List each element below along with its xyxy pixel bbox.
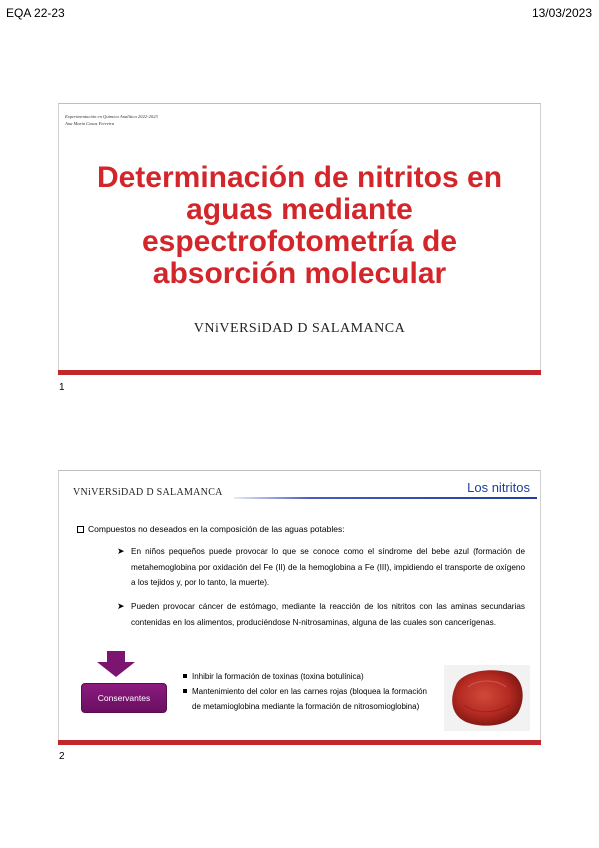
- university-logo-text: VNiVERSiDAD D SALAMANCA: [73, 487, 223, 498]
- red-meat-image: [444, 665, 530, 731]
- title-rule: [234, 497, 537, 499]
- checkbox-square-icon: [77, 526, 84, 533]
- slide-1: [58, 103, 541, 375]
- list-item: Inhibir la formación de toxinas (toxina botulínica): [183, 669, 427, 684]
- slide-bottom-bar: [58, 370, 541, 375]
- square-bullet-icon: [183, 674, 187, 678]
- university-logo-text: VNiVERSiDAD D SALAMANCA: [193, 321, 406, 336]
- square-bullet-icon: [183, 689, 187, 693]
- bullet-item: ➤ Pueden provocar cáncer de estómago, mediante la reacción de los nitritos con las aminas secundarias contenidas en los alimentos, produciéndose N-nitrosaminas, alguna de las cuales son cancerígenas.: [117, 601, 525, 627]
- slide-bottom-bar: [58, 740, 541, 745]
- intro-item: Compuestos no deseados en la composición de las aguas potables:: [77, 524, 345, 534]
- conservantes-list: [183, 669, 427, 714]
- slide-meta: Experimentación en Química Analítica 2022-2023 Ana María Casas Ferreira: [65, 114, 158, 126]
- conservantes-button[interactable]: Conservantes: [81, 683, 167, 713]
- down-arrow-icon: [97, 651, 135, 677]
- page-number: 2: [59, 751, 65, 762]
- slide-title: Los nitritos: [467, 480, 530, 495]
- arrow-bullet-icon: ➤: [117, 601, 125, 611]
- bullet-item: ➤ En niños pequeños puede provocar lo que se conoce como el síndrome del bebe azul (formación de metahemoglobina por oxidación del Fe (II) de la hemoglobina a Fe (III), impidiendo el transporte de oxígeno a los tejidos y, por lo tanto, la muerte).: [117, 546, 525, 587]
- header-course: EQA 22-23: [6, 6, 65, 20]
- header-date: 13/03/2023: [531, 6, 592, 20]
- slide-2: [58, 470, 541, 745]
- arrow-bullet-icon: ➤: [117, 546, 125, 556]
- page-number: 1: [59, 382, 65, 393]
- list-item: Mantenimiento del color en las carnes rojas (bloquea la formación de metamioglobina mediante la formación de nitrosomioglobina): [183, 684, 427, 714]
- slide-title: Determinación de nitritos en aguas mediante espectrofotometría de absorción molecular: [96, 161, 503, 290]
